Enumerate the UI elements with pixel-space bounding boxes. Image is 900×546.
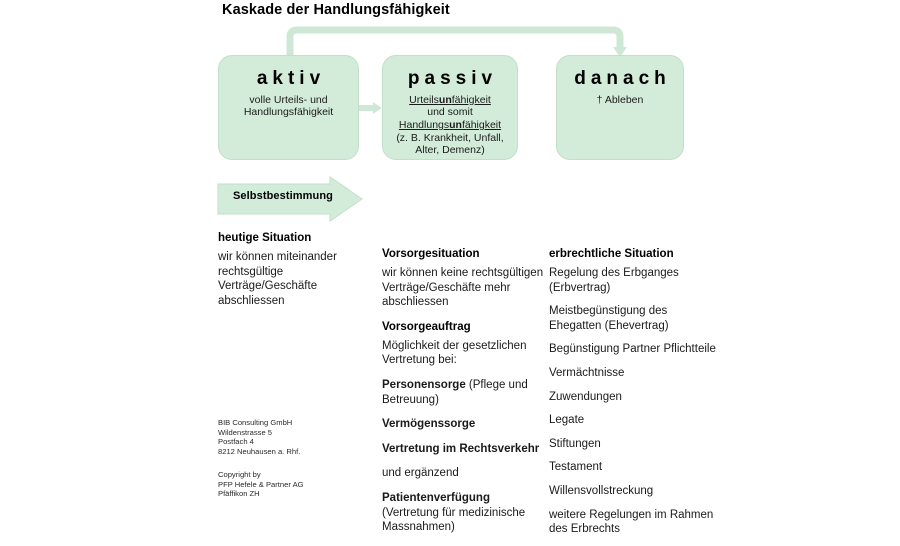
footer-copyright-line: Copyright by [218, 470, 261, 479]
middle-item-vertretung: Vertretung im Rechtsverkehr [382, 442, 540, 455]
cascade-box-passiv-body [383, 94, 517, 157]
page-title: Kaskade der Handlungsfähigkeit [222, 2, 450, 18]
column-heutige-situation [218, 231, 378, 318]
footer-copyright [218, 470, 304, 499]
right-item: Zuwendungen [549, 390, 622, 403]
right-item: Stiftungen [549, 437, 601, 450]
cascade-box-danach [556, 55, 684, 160]
cascade-box-danach-body [557, 94, 683, 107]
right-item: Willensvollstreckung [549, 484, 654, 497]
right-item: Begünstigung Partner Pflichtteile [549, 343, 716, 356]
middle-item-vermoegenssorge: Vermögenssorge [382, 418, 476, 431]
left-column-paragraph: wir können miteinander rechtsgültige Verträge/Geschäfte abschliessen [218, 251, 337, 307]
middle-paragraph-3: und ergänzend [382, 467, 459, 480]
middle-item-patientenverfuegung [382, 491, 547, 535]
right-item: Regelung des Erbganges (Erbvertrag) [549, 267, 679, 294]
right-column-heading: erbrechtliche Situation [549, 248, 674, 260]
middle-subheading-vorsorgeauftrag: Vorsorgeauftrag [382, 320, 471, 333]
cascade-box-passiv [382, 55, 518, 160]
left-column-heading: heutige Situation [218, 232, 312, 244]
cascade-box-aktiv-body [219, 94, 358, 119]
danach-line-1: † Ableben [596, 93, 644, 106]
middle-item-personensorge-rest: (Pflege und Betreuung) [382, 378, 528, 406]
middle-column-heading: Vorsorgesituation [382, 248, 480, 260]
column-erbrechtliche-situation [549, 247, 719, 546]
cascade-box-aktiv-title: aktiv [256, 68, 326, 89]
middle-item-personensorge [382, 378, 547, 407]
footer-company-line: Postfach 4 [218, 437, 254, 447]
right-item: weitere Regelungen im Rahmen des Erbrechts [549, 508, 714, 536]
middle-paragraph-2: Möglichkeit der gesetzlichen Vertretung bei: [382, 339, 527, 367]
footer-copyright-line: Pfäffikon ZH [218, 489, 260, 499]
right-item: Testament [549, 461, 603, 474]
right-item: Vermächtnisse [549, 366, 625, 379]
passiv-line-4: (z. B. Krankheit, Unfall, [396, 131, 504, 144]
middle-item-patientenverfuegung-bold: Patientenverfügung [382, 491, 490, 504]
cascade-diagram [0, 0, 900, 230]
cascade-box-danach-title: danach [574, 68, 671, 89]
passiv-line-1: Urteilsunfähigkeit [409, 93, 491, 106]
footer-company-line: 8212 Neuhausen a. Rhf. [218, 446, 301, 456]
right-item: Meistbegünstigung des Ehegatten (Ehevertrag) [549, 305, 669, 332]
footer-copyright-line: PFP Hefele & Partner AG [218, 479, 304, 489]
passiv-line-2: und somit [427, 106, 473, 119]
footer-company-line: BIB Consulting GmbH [218, 418, 293, 427]
column-vorsorgesituation [382, 247, 547, 545]
footer-company-line: Wildenstrasse 5 [218, 427, 273, 437]
cascade-box-aktiv [218, 55, 359, 160]
aktiv-line-1: volle Urteils- und [249, 93, 328, 106]
footer-company-address [218, 418, 300, 456]
middle-item-personensorge-bold: Personensorge [382, 378, 466, 391]
passiv-line-5: Alter, Demenz) [415, 144, 485, 157]
cascade-box-passiv-title: passiv [407, 68, 498, 89]
cascade-step-arrow-icon [358, 101, 384, 115]
passiv-line-3: Handlungsunfähigkeit [398, 118, 502, 131]
middle-item-patientenverfuegung-rest: (Vertretung für medizinische Massnahmen) [382, 506, 526, 534]
right-item: Legate [549, 414, 585, 427]
middle-paragraph-1: wir können keine rechtsgültigen Verträge/Geschäfte mehr abschliessen [382, 267, 544, 309]
selbstbestimmung-label: Selbstbestimmung [233, 190, 334, 202]
aktiv-line-2: Handlungsfähigkeit [243, 106, 334, 119]
